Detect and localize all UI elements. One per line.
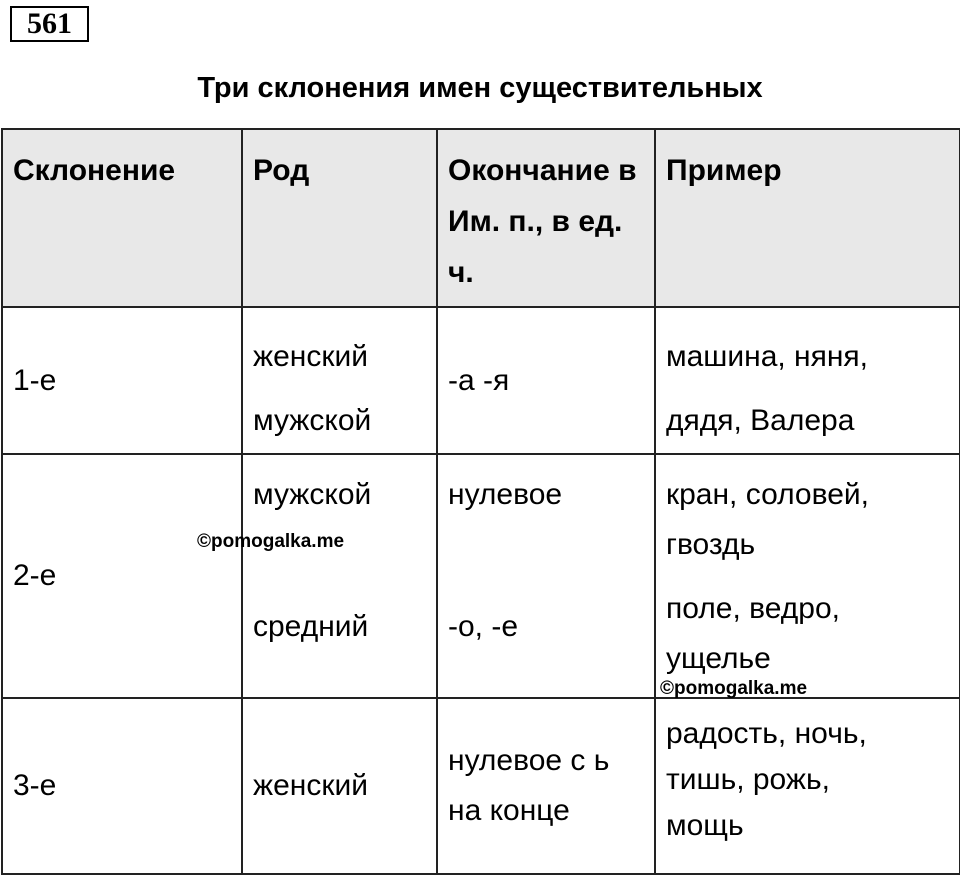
table-row [2,307,960,454]
gender-value: мужской [253,404,372,437]
example-value: тишь, рожь, [666,763,830,796]
page-title: Три склонения имен существительных [197,72,763,104]
ending-value: -о, -е [448,610,519,643]
example-cell [655,307,960,454]
gender-cell [242,698,437,874]
gender-cell [242,307,437,454]
header-declension: Склонение [2,129,242,307]
example-value: машина, няня, [666,340,869,373]
example-value: ущелье [666,642,771,675]
gender-value: средний [253,610,369,643]
table-header-row [2,129,960,307]
declension-cell [2,307,242,454]
example-value: кран, соловей, [666,478,869,511]
declension-cell [2,698,242,874]
declension-value: 1-е [13,363,57,397]
header-gender: Род [242,129,437,307]
gender-value: женский [253,769,368,802]
task-number: 561 [10,6,89,42]
example-cell [655,454,960,698]
ending-value: на конце [448,794,570,827]
header-example: Пример [655,129,960,307]
gender-cell [242,454,437,698]
table-row [2,698,960,874]
ending-value: нулевое с ь [448,744,610,777]
ending-cell [437,307,655,454]
example-value: мощь [666,809,744,842]
gender-value: женский [253,340,368,373]
ending-value: нулевое [448,478,563,511]
declension-table [1,128,960,875]
example-value: дядя, Валера [666,404,855,437]
header-ending: Окончание в Им. п., в ед. ч. [437,129,655,307]
watermark: ©pomogalka.me [660,678,808,699]
declension-value: 2-е [13,559,57,592]
example-value: радость, ночь, [666,717,867,750]
example-cell [655,698,960,874]
example-value: поле, ведро, [666,592,840,625]
gender-value: мужской [253,478,372,511]
watermark: ©pomogalka.me [197,531,345,552]
example-value: гвоздь [666,528,756,561]
ending-cell [437,698,655,874]
table-row [2,454,960,698]
declension-value: 3-е [13,769,57,802]
declension-cell [2,454,242,698]
ending-cell [437,454,655,698]
ending-value: -а -я [448,363,510,397]
